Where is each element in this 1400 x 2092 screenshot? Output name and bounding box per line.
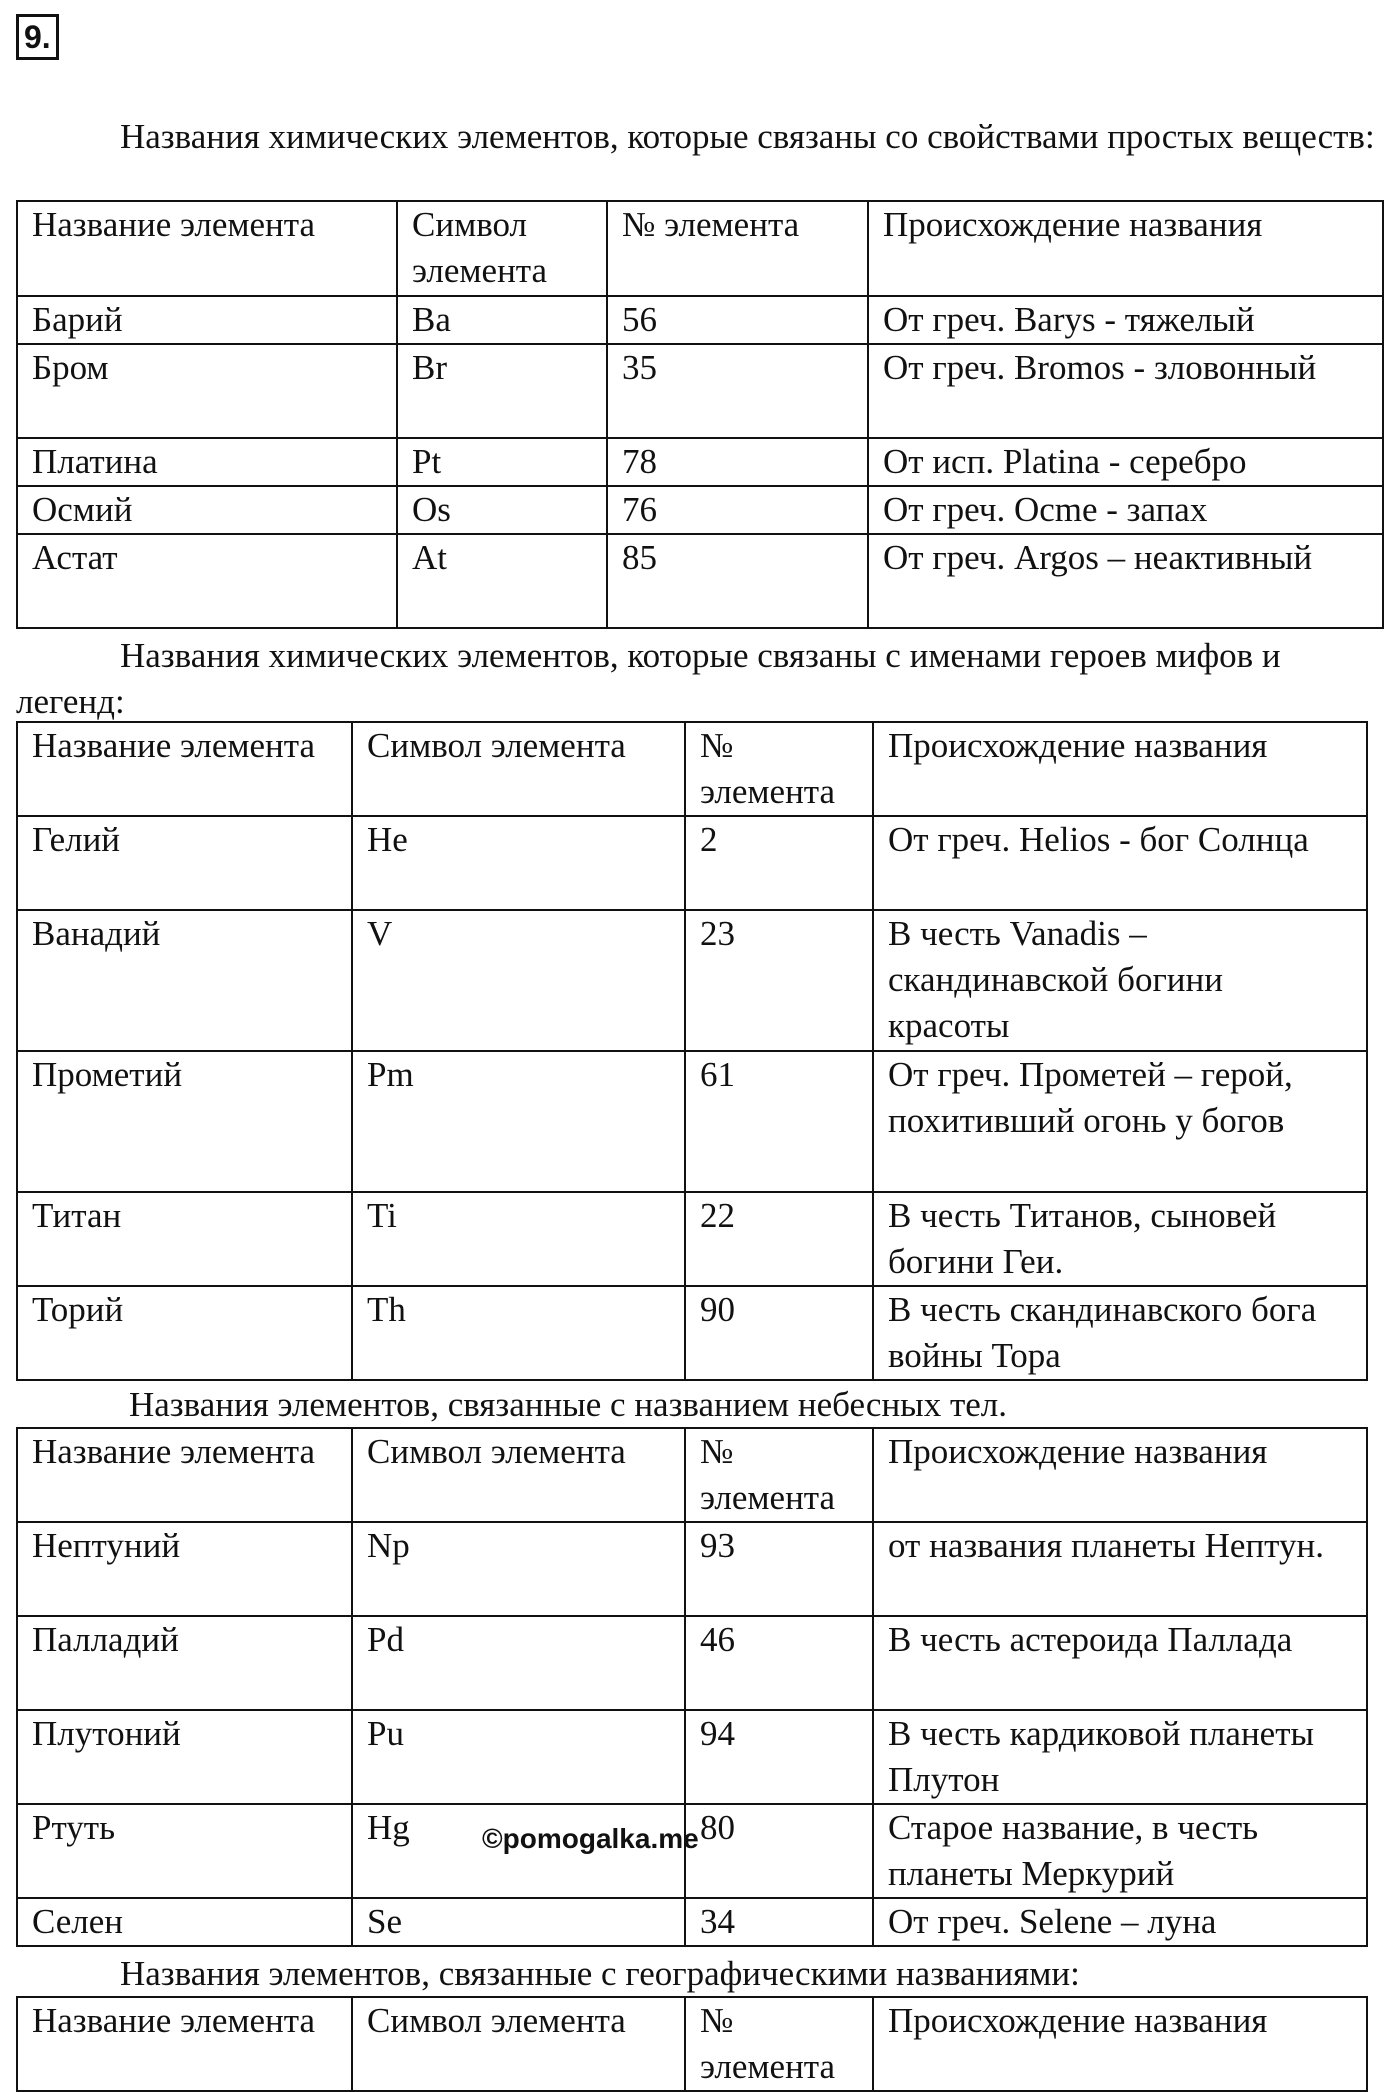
table-header-row <box>17 722 1367 816</box>
name-origin: От исп. Platina - серебро <box>868 438 1383 486</box>
element-symbol: Pd <box>352 1616 685 1710</box>
header-cell: Происхождение названия <box>873 1428 1367 1522</box>
element-name: Плутоний <box>17 1710 352 1804</box>
table-row <box>17 1616 1367 1710</box>
element-name: Ртуть <box>17 1804 352 1898</box>
element-name: Гелий <box>17 816 352 910</box>
table-row <box>17 816 1367 910</box>
name-origin: В честь кардиковой планеты Плутон <box>873 1710 1367 1804</box>
header-cell: Название элемента <box>17 201 397 296</box>
element-symbol: Hg <box>352 1804 685 1898</box>
table-row <box>17 910 1367 1051</box>
table-row <box>17 1051 1367 1192</box>
header-cell: Символ элемента <box>352 1428 685 1522</box>
watermark: ©pomogalka.me <box>482 1823 699 1854</box>
element-number: 85 <box>607 534 868 628</box>
table-row <box>17 534 1383 628</box>
element-name: Селен <box>17 1898 352 1946</box>
element-number: 35 <box>607 344 868 438</box>
element-number: 61 <box>685 1051 873 1192</box>
header-cell: № элемента <box>685 722 873 816</box>
element-symbol: Os <box>397 486 607 534</box>
table-myths <box>16 721 1368 1381</box>
table-row <box>17 344 1383 438</box>
element-number: 90 <box>685 1286 873 1380</box>
element-name: Бром <box>17 344 397 438</box>
task-number: 9. <box>16 14 59 60</box>
table-row <box>17 486 1383 534</box>
element-number: 34 <box>685 1898 873 1946</box>
name-origin: от названия планеты Нептун. <box>873 1522 1367 1616</box>
table-row <box>17 1286 1367 1380</box>
section-2-intro: Названия химических элементов, которые связаны с именами героев мифов и легенд: <box>16 636 1281 721</box>
element-symbol: V <box>352 910 685 1051</box>
table-row <box>17 438 1383 486</box>
element-number: 22 <box>685 1192 873 1286</box>
name-origin: От греч. Helios - бог Солнца <box>873 816 1367 910</box>
element-number: 93 <box>685 1522 873 1616</box>
header-cell: Символ элемента <box>352 722 685 816</box>
table-properties <box>16 200 1384 629</box>
name-origin: В честь Vanadis – скандинавской богини красоты <box>873 910 1367 1051</box>
table-row <box>17 1898 1367 1946</box>
element-number: 23 <box>685 910 873 1051</box>
element-name: Прометий <box>17 1051 352 1192</box>
header-cell: № элемента <box>685 1997 873 2091</box>
name-origin: От греч. Argos – неактивный <box>868 534 1383 628</box>
name-origin: Старое название, в честь планеты Меркурий <box>873 1804 1367 1898</box>
element-symbol: He <box>352 816 685 910</box>
element-number: 56 <box>607 296 868 344</box>
element-name: Палладий <box>17 1616 352 1710</box>
name-origin: От греч. Прометей – герой, похитивший огонь у богов <box>873 1051 1367 1192</box>
table-header-row <box>17 1428 1367 1522</box>
table-row <box>17 296 1383 344</box>
name-origin: В честь астероида Паллада <box>873 1616 1367 1710</box>
name-origin: От греч. Barys - тяжелый <box>868 296 1383 344</box>
header-cell: Символ элемента <box>352 1997 685 2091</box>
table-geography <box>16 1996 1368 2092</box>
element-symbol: Th <box>352 1286 685 1380</box>
element-name: Барий <box>17 296 397 344</box>
element-symbol: Se <box>352 1898 685 1946</box>
section-3-intro: Названия элементов, связанные с названием небесных тел. <box>129 1385 1007 1424</box>
header-cell: Происхождение названия <box>873 722 1367 816</box>
name-origin: В честь Титанов, сыновей богини Геи. <box>873 1192 1367 1286</box>
element-name: Нептуний <box>17 1522 352 1616</box>
element-name: Платина <box>17 438 397 486</box>
element-symbol: At <box>397 534 607 628</box>
element-number: 78 <box>607 438 868 486</box>
element-number: 46 <box>685 1616 873 1710</box>
element-name: Торий <box>17 1286 352 1380</box>
name-origin: В честь скандинавского бога войны Тора <box>873 1286 1367 1380</box>
header-cell: № элемента <box>607 201 868 296</box>
table-row <box>17 1522 1367 1616</box>
name-origin: От греч. Bromos - зловонный <box>868 344 1383 438</box>
table-header-row <box>17 201 1383 296</box>
element-number: 2 <box>685 816 873 910</box>
table-celestial <box>16 1427 1368 1947</box>
element-symbol: Pt <box>397 438 607 486</box>
element-symbol: Br <box>397 344 607 438</box>
name-origin: От греч. Selene – луна <box>873 1898 1367 1946</box>
section-4-intro: Названия элементов, связанные с географическими названиями: <box>120 1954 1080 1993</box>
element-name: Титан <box>17 1192 352 1286</box>
element-name: Ванадий <box>17 910 352 1051</box>
element-symbol: Pu <box>352 1710 685 1804</box>
element-number: 80 <box>685 1804 873 1898</box>
section-1-intro: Названия химических элементов, которые связаны со свойствами простых веществ: <box>120 117 1375 156</box>
header-cell: Происхождение названия <box>868 201 1383 296</box>
element-name: Осмий <box>17 486 397 534</box>
table-header-row <box>17 1997 1367 2091</box>
table-row <box>17 1192 1367 1286</box>
header-cell: № элемента <box>685 1428 873 1522</box>
header-cell: Название элемента <box>17 722 352 816</box>
name-origin: От греч. Ocme - запах <box>868 486 1383 534</box>
header-cell: Название элемента <box>17 1997 352 2091</box>
element-symbol: Pm <box>352 1051 685 1192</box>
element-symbol: Ba <box>397 296 607 344</box>
table-row <box>17 1710 1367 1804</box>
header-cell: Символ элемента <box>397 201 607 296</box>
element-name: Астат <box>17 534 397 628</box>
element-symbol: Ti <box>352 1192 685 1286</box>
element-number: 76 <box>607 486 868 534</box>
element-number: 94 <box>685 1710 873 1804</box>
header-cell: Название элемента <box>17 1428 352 1522</box>
element-symbol: Np <box>352 1522 685 1616</box>
header-cell: Происхождение названия <box>873 1997 1367 2091</box>
